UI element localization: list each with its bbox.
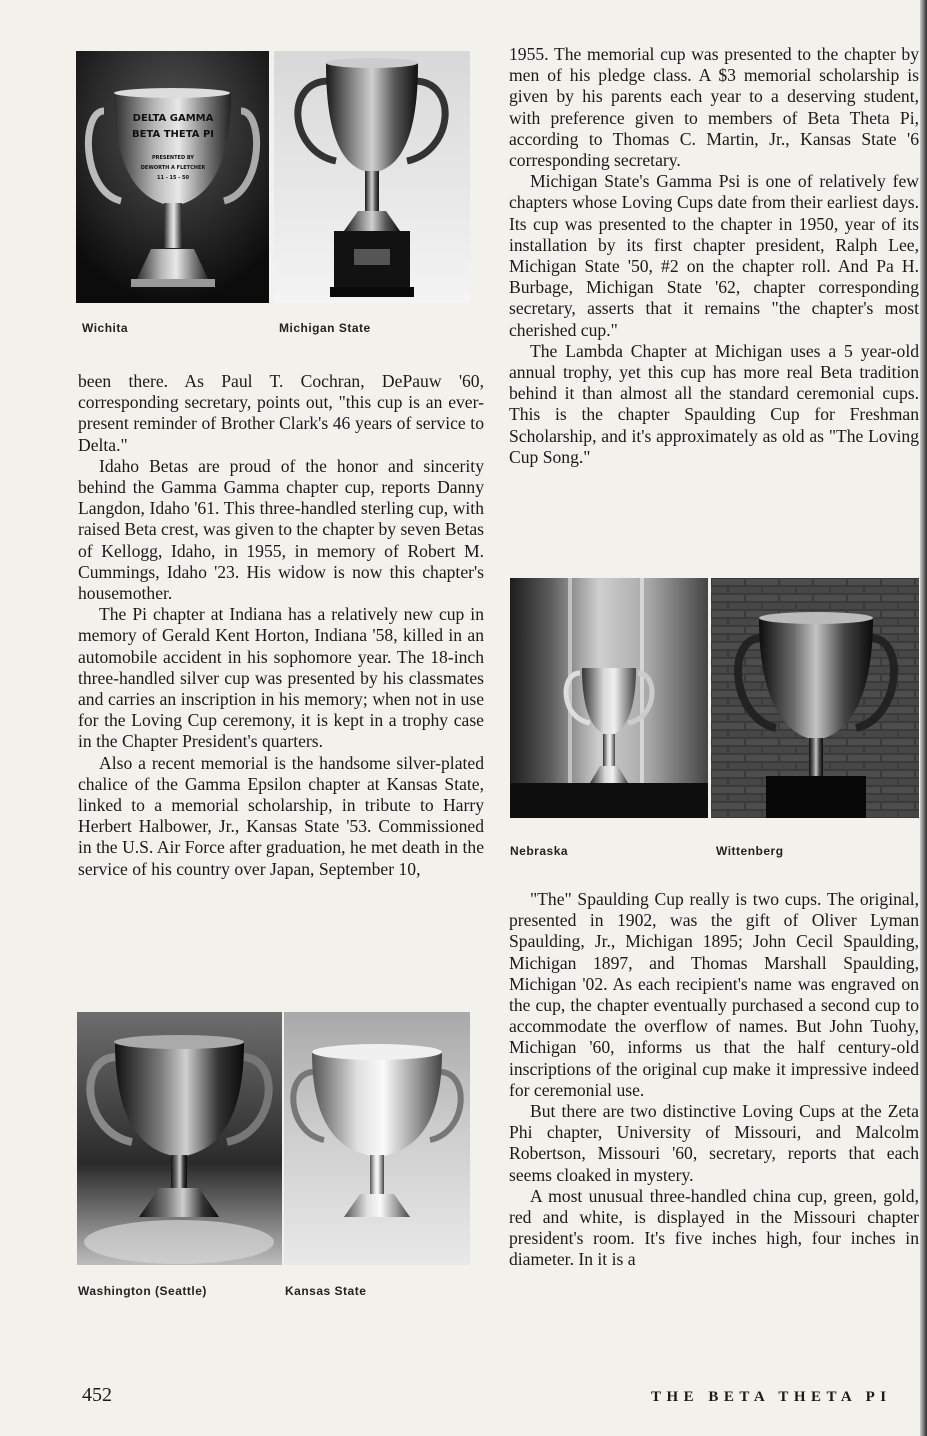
michigan-state-cup-photo bbox=[274, 51, 470, 303]
left-paragraph-4: Also a recent memorial is the handsome silver-plated chalice of the Gamma Epsilon chapter at Kansas State, linked to a memorial scholarship, in tribute to Harry Herbert Halbower, Jr., Kansas State '53. Commissioned in the U.S. Air Force after graduation, he met death in the service of his country over Japan, September 10, bbox=[78, 752, 484, 879]
wichita-engraving-line-5: 11 - 15 - 50 bbox=[157, 175, 189, 181]
caption-wittenberg: Wittenberg bbox=[716, 844, 784, 858]
page-number: 452 bbox=[82, 1384, 112, 1406]
wichita-engraving-line-1: DELTA GAMMA bbox=[132, 113, 214, 124]
wichita-engraving-line-2: BETA THETA PI bbox=[131, 129, 215, 140]
page-edge-shadow bbox=[920, 0, 927, 1436]
caption-washington-seattle: Washington (Seattle) bbox=[78, 1284, 207, 1298]
caption-nebraska: Nebraska bbox=[510, 844, 569, 858]
right-top-paragraph-1: 1955. The memorial cup was presented to the chapter by men of his pledge class. A $3 memorial scholarship is given by his parents each year to a deserving student, with preference given to members of Beta Theta Pi, according to Thomas C. Martin, Jr., Kansas State '6 corresponding secretary. bbox=[509, 44, 919, 171]
wichita-engraving-line-4: DEWORTH A FLETCHER bbox=[140, 165, 206, 171]
washington-cup-photo bbox=[77, 1012, 282, 1265]
right-top-paragraph-3: The Lambda Chapter at Michigan uses a 5 year-old annual trophy, yet this cup has more real Beta tradition behind it than almost all the standard ceremonial cups. This is the chapter Spaulding Cup for Freshman Scholarship, and it's approximately as old as "The Loving Cup Song." bbox=[509, 340, 919, 467]
nebraska-cup-photo bbox=[510, 578, 708, 818]
kansas-state-cup-photo bbox=[284, 1012, 470, 1265]
running-head: THE BETA THETA PI bbox=[651, 1389, 892, 1405]
right-bottom-paragraph-2: But there are two distinctive Loving Cups at the Zeta Phi chapter, University of Missouri, and Malcolm Robertson, Missouri '60, secretary, reports that each seems cloaked in mystery. bbox=[509, 1101, 919, 1185]
left-paragraph-1: been there. As Paul T. Cochran, DePauw '60, corresponding secretary, points out, "this cup is an ever-present reminder of Brother Clark's 46 years of service to Delta." bbox=[78, 371, 484, 455]
wittenberg-cup-photo bbox=[711, 578, 919, 818]
right-column-bottom bbox=[509, 889, 919, 1271]
right-bottom-paragraph-1: "The" Spaulding Cup really is two cups. The original, presented in 1902, was the gift of Oliver Lyman Spaulding, Jr., Michigan 1895; John Cecil Spaulding, Michigan 1897, and Thomas Marshall Spaulding, Michigan '02. As each recipient's name was engraved on the cup, the chapter eventually purchased a second cup to accommodate the overflow of names. But John Tuohy, Michigan '60, informs us that the half century-old inscriptions of the original cup make it impressive indeed for ceremonial use. bbox=[509, 889, 919, 1100]
left-paragraph-3: The Pi chapter at Indiana has a relatively new cup in memory of Gerald Kent Horton, Indiana '58, killed in an automobile accident in his sophomore year. The 18-inch three-handled silver cup was presented by his classmates and carries an inscription in his memory; when not in use for the Loving Cup ceremony, it is kept in a trophy case in the Chapter President's quarters. bbox=[78, 604, 484, 752]
right-top-paragraph-2: Michigan State's Gamma Psi is one of relatively few chapters whose Loving Cups date from their earliest days. Its cup was presented to the chapter in 1950, year of its installation by its first chapter president, Ralph Lee, Michigan State '50, #2 on the chapter roll. And Pa H. Burbage, Michigan State '62, chapter corresponding secretary, asserts that it remains "the chapter's most cherished cup." bbox=[509, 171, 919, 340]
caption-kansas-state: Kansas State bbox=[285, 1284, 367, 1298]
right-column-top bbox=[509, 44, 919, 468]
right-bottom-paragraph-3: A most unusual three-handled china cup, green, gold, red and white, is displayed in the Missouri chapter president's room. It's five inches high, four inches in diameter. In it is a bbox=[509, 1185, 919, 1270]
caption-wichita: Wichita bbox=[82, 321, 129, 335]
wichita-engraving-line-3: PRESENTED BY bbox=[151, 155, 195, 161]
wichita-cup-photo bbox=[76, 51, 269, 303]
left-paragraph-2: Idaho Betas are proud of the honor and sincerity behind the Gamma Gamma chapter cup, reports Danny Langdon, Idaho '61. This three-handled sterling cup, with raised Beta crest, was given to the chapter by seven Betas of Kellogg, Idaho, in 1955, in memory of Robert M. Cummings, Idaho '23. His widow is now this chapter's housemother. bbox=[78, 455, 484, 604]
caption-michigan-state: Michigan State bbox=[279, 321, 371, 335]
left-column bbox=[78, 371, 484, 880]
